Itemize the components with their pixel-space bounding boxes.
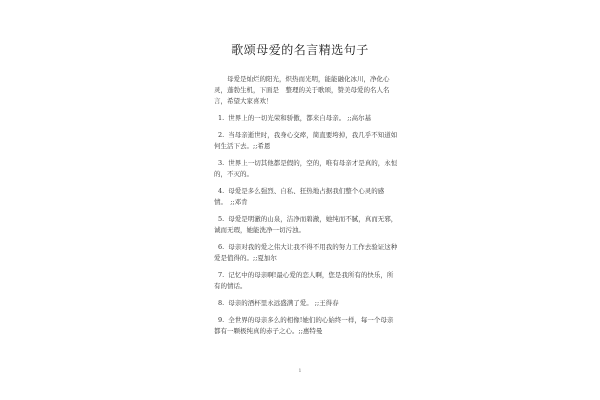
quote-text: 记忆中的母亲啊!最心爱的恋人啊，您是我所有的快乐，所有的情话。	[214, 271, 394, 290]
quote-number: 9.	[218, 316, 225, 324]
quote-item	[214, 270, 398, 292]
quote-text: 母亲的酒杯里永远盛满了爱。 ;;王得春	[228, 299, 339, 307]
quote-item	[214, 214, 398, 236]
quote-text: 母亲对我的爱之伟大让我不得不用我的努力工作去验证这种爱是值得的。;;夏加尔	[214, 243, 398, 262]
quote-item	[214, 130, 398, 152]
quote-number: 3.	[218, 159, 225, 167]
quote-text: 母爱是多么强烈、自私、狂热地占据我们整个心灵的感情。 ;;邓肯	[214, 187, 385, 206]
quote-text: 全世界的母亲多么的相像!她们的心始终一样，每一个母亲都有一颗极纯真的赤子之心。;;惠特曼	[214, 316, 394, 335]
document-title: 歌颂母爱的名言精选句子	[231, 43, 369, 57]
quote-item	[214, 315, 398, 337]
quote-item	[214, 158, 398, 180]
quote-text: 世界上一切其他都是假的，空的，唯有母亲才是真的，永恒的，不灭的。	[214, 159, 398, 178]
intro-paragraph: 母爱是灿烂的阳光，炽热而光明，能能融化冰川，净化心灵，蓬勃生机，下面是 整理的关于歌颂，赞美母爱的名人名言，希望大家喜欢！	[214, 75, 390, 105]
document-body	[214, 74, 398, 343]
quote-number: 8.	[218, 299, 225, 307]
page-number: 1	[298, 368, 302, 374]
quote-text: 当母亲逝世时，我身心交瘁，简直要垮掉，我几乎不知道如何生活下去。;;希恩	[214, 131, 398, 150]
quote-item	[214, 298, 398, 309]
quote-number: 4.	[218, 187, 225, 195]
quote-text: 母爱是明澈的山泉，洁净而碧澈，她纯而不腻，真而无邪，诚而无瑕，她能洗净一切污浊。	[214, 215, 398, 234]
quote-item	[214, 113, 398, 124]
quote-item	[214, 186, 398, 208]
quote-number: 2.	[218, 131, 225, 139]
quote-number: 5.	[218, 215, 225, 223]
quote-item	[214, 242, 398, 264]
quote-number: 6.	[218, 243, 225, 251]
quote-number: 1.	[218, 114, 225, 122]
quote-text: 世界上的一切光荣和骄傲，都来自母亲。 ;;高尔基	[228, 114, 372, 122]
quote-number: 7.	[218, 271, 225, 279]
